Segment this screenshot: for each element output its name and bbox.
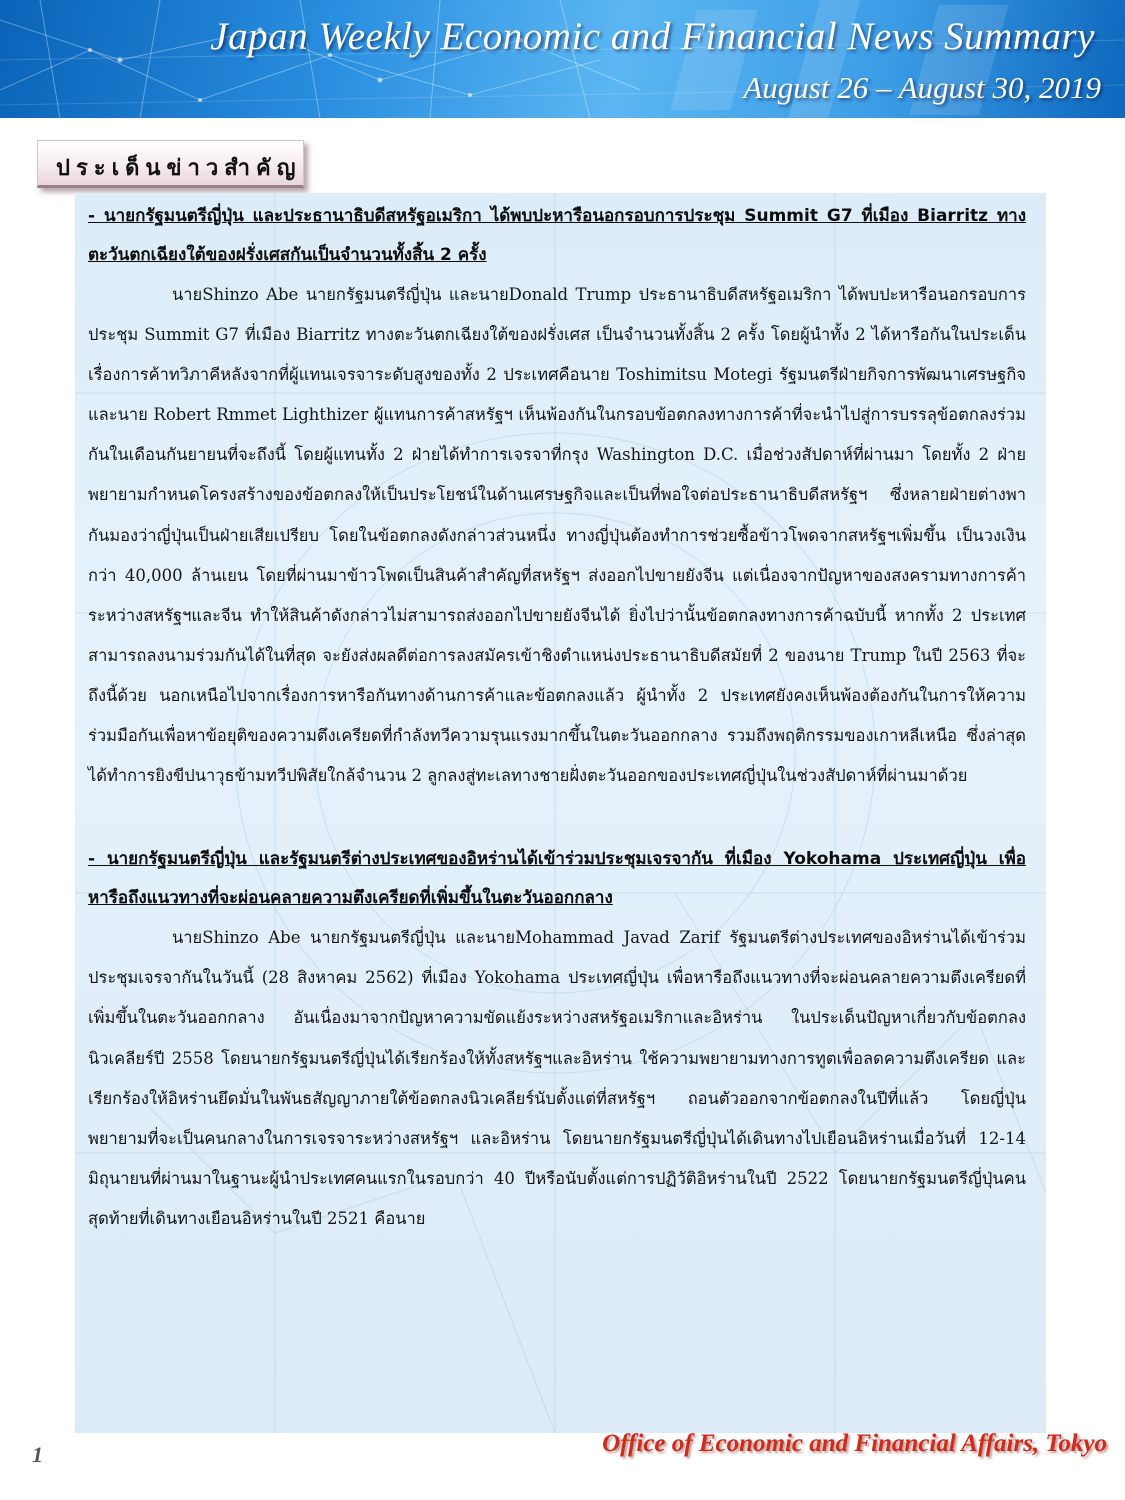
article-headline: - นายกรัฐมนตรีญี่ปุ่น และรัฐมนตรีต่างประเทศของอิหร่านได้เข้าร่วมประชุมเจรจากัน ที่เมือง Yokohama ประเทศญี่ปุ่น เพื่อหารือถึงแนวทางที่จะผ่อนคลายความตึงเครียดที่เพิ่มขึ้นในตะวันออกกลาง: [88, 849, 1026, 909]
news-article-1: [88, 193, 1026, 796]
news-content-box: [75, 193, 1046, 1433]
header-banner: [0, 0, 1125, 118]
page-number: 1: [32, 1442, 43, 1467]
section-label: ประเด็นข่าวสำคัญ: [56, 156, 302, 181]
article-body: นายShinzo Abe นายกรัฐมนตรีญี่ปุ่น และนายMohammad Javad Zarif รัฐมนตรีต่างประเทศของอิหร่านได้เข้าร่วมประชุมเจรจากันในวันนี้ (28 สิงหาคม 2562) ที่เมือง Yokohama ประเทศญี่ปุ่น เพื่อหารือถึงแนวทางที่จะผ่อนคลายความตึงเครียดที่เพิ่มขึ้นในตะวันออกกลาง อันเนื่องมาจากปัญหาความขัดแย้งระหว่างสหรัฐอเมริกาและอิหร่าน ในประเด็นปัญหาเกี่ยวกับข้อตกลงนิวเคลียร์ปี 2558 โดยนายกรัฐมนตรีญี่ปุ่นได้เรียกร้องให้ทั้งสหรัฐฯและอิหร่าน ใช้ความพยายามทางการทูตเพื่อลดความตึงเครียด และเรียกร้องให้อิหร่านยึดมั่นในพันธสัญญาภายใต้ข้อตกลงนิวเคลียร์นับตั้งแต่ที่สหรัฐฯ ถอนตัวออกจากข้อตกลงในปีที่แล้ว โดยญี่ปุ่นพยายามที่จะเป็นคนกลางในการเจรจาระหว่างสหรัฐฯ และอิหร่าน โดยนายกรัฐมนตรีญี่ปุ่นได้เดินทางไปเยือนอิหร่านเมื่อวันที่ 12-14 มิถุนายนที่ผ่านมาในฐานะผู้นำประเทศคนแรกในรอบกว่า 40 ปีหรือนับตั้งแต่การปฏิวัติอิหร่านในปี 2522 โดยนายกรัฐมนตรีญี่ปุ่นคนสุดท้ายที่เดินทางเยือนอิหร่านในปี 2521 คือนาย: [88, 928, 1026, 1228]
section-tab: [37, 140, 304, 188]
news-article-2: [88, 836, 1026, 1239]
article-headline: - นายกรัฐมนตรีญี่ปุ่น และประธานาธิบดีสหรัฐอเมริกา ได้พบปะหารือนอกรอบการประชุม Summit G7 ที่เมือง Biarritz ทางตะวันตกเฉียงใต้ของฝรั่งเศสกันเป็นจำนวนทั้งสิ้น 2 ครั้ง: [88, 206, 1026, 265]
article-body: นายShinzo Abe นายกรัฐมนตรีญี่ปุ่น และนายDonald Trump ประธานาธิบดีสหรัฐอเมริกา ได้พบปะหารือนอกรอบการประชุม Summit G7 ที่เมือง Biarritz ทางตะวันตกเฉียงใต้ของฝรั่งเศส เป็นจำนวนทั้งสิ้น 2 ครั้ง โดยผู้นำทั้ง 2 ได้หารือกันในประเด็นเรื่องการค้าทวิภาคีหลังจากที่ผู้แทนเจรจาระดับสูงของทั้ง 2 ประเทศคือนาย Toshimitsu Motegi รัฐมนตรีฝ่ายกิจการพัฒนาเศรษฐกิจ และนาย Robert Rmmet Lighthizer ผู้แทนการค้าสหรัฐฯ เห็นพ้องกันในกรอบข้อตกลงทางการค้าที่จะนำไปสู่การบรรลุข้อตกลงร่วมกันในเดือนกันยายนที่จะถึงนี้ โดยผู้แทนทั้ง 2 ฝ่ายได้ทำการเจรจาที่กรุง Washington D.C. เมื่อช่วงสัปดาห์ที่ผ่านมา โดยทั้ง 2 ฝ่ายพยายามกำหนดโครงสร้างของข้อตกลงให้เป็นประโยชน์ในด้านเศรษฐกิจและเป็นที่พอใจต่อประธานาธิบดีสหรัฐฯ ซึ่งหลายฝ่ายต่างพากันมองว่าญี่ปุ่นเป็นฝ่ายเสียเปรียบ โดยในข้อตกลงดังกล่าวส่วนหนึ่ง ทางญี่ปุ่นต้องทำการช่วยซื้อข้าวโพดจากสหรัฐฯเพิ่มขึ้น เป็นวงเงินกว่า 40,000 ล้านเยน โดยที่ผ่านมาข้าวโพดเป็นสินค้าสำคัญที่สหรัฐฯ ส่งออกไปขายยังจีน แต่เนื่องจากปัญหาของสงครามทางการค้าระหว่างสหรัฐฯและจีน ทำให้สินค้าดังกล่าวไม่สามารถส่งออกไปขายยังจีนได้ ยิ่งไปว่านั้นข้อตกลงทางการค้าฉบับนี้ หากทั้ง 2 ประเทศสามารถลงนามร่วมกันได้ในที่สุด จะยังส่งผลดีต่อการลงสมัครเข้าชิงตำแหน่งประธานาธิบดีสมัยที่ 2 ของนาย Trump ในปี 2563 ที่จะถึงนี้ด้วย นอกเหนือไปจากเรื่องการหารือกันทางด้านการค้าและข้อตกลงแล้ว ผู้นำทั้ง 2 ประเทศยังคงเห็นพ้องต้องกันในการให้ความร่วมมือกันเพื่อหาข้อยุติของความตึงเครียดที่กำลังทวีความรุนแรงมากขึ้นในตะวันออกกลาง รวมถึงพฤติกรรมของเกาหลีเหนือ ซึ่งล่าสุดได้ทำการยิงขีปนาวุธข้ามทวีปพิสัยใกล้จำนวน 2 ลูกลงสู่ทะเลทางชายฝั่งตะวันออกของประเทศญี่ปุ่นในช่วงสัปดาห์ที่ผ่านมาด้วย: [88, 285, 1026, 786]
office-name: Office of Economic and Financial Affairs, Tokyo: [602, 1430, 1107, 1457]
report-title: Japan Weekly Economic and Financial News Summary: [210, 15, 1095, 58]
report-date-range: August 26 – August 30, 2019: [743, 70, 1101, 105]
